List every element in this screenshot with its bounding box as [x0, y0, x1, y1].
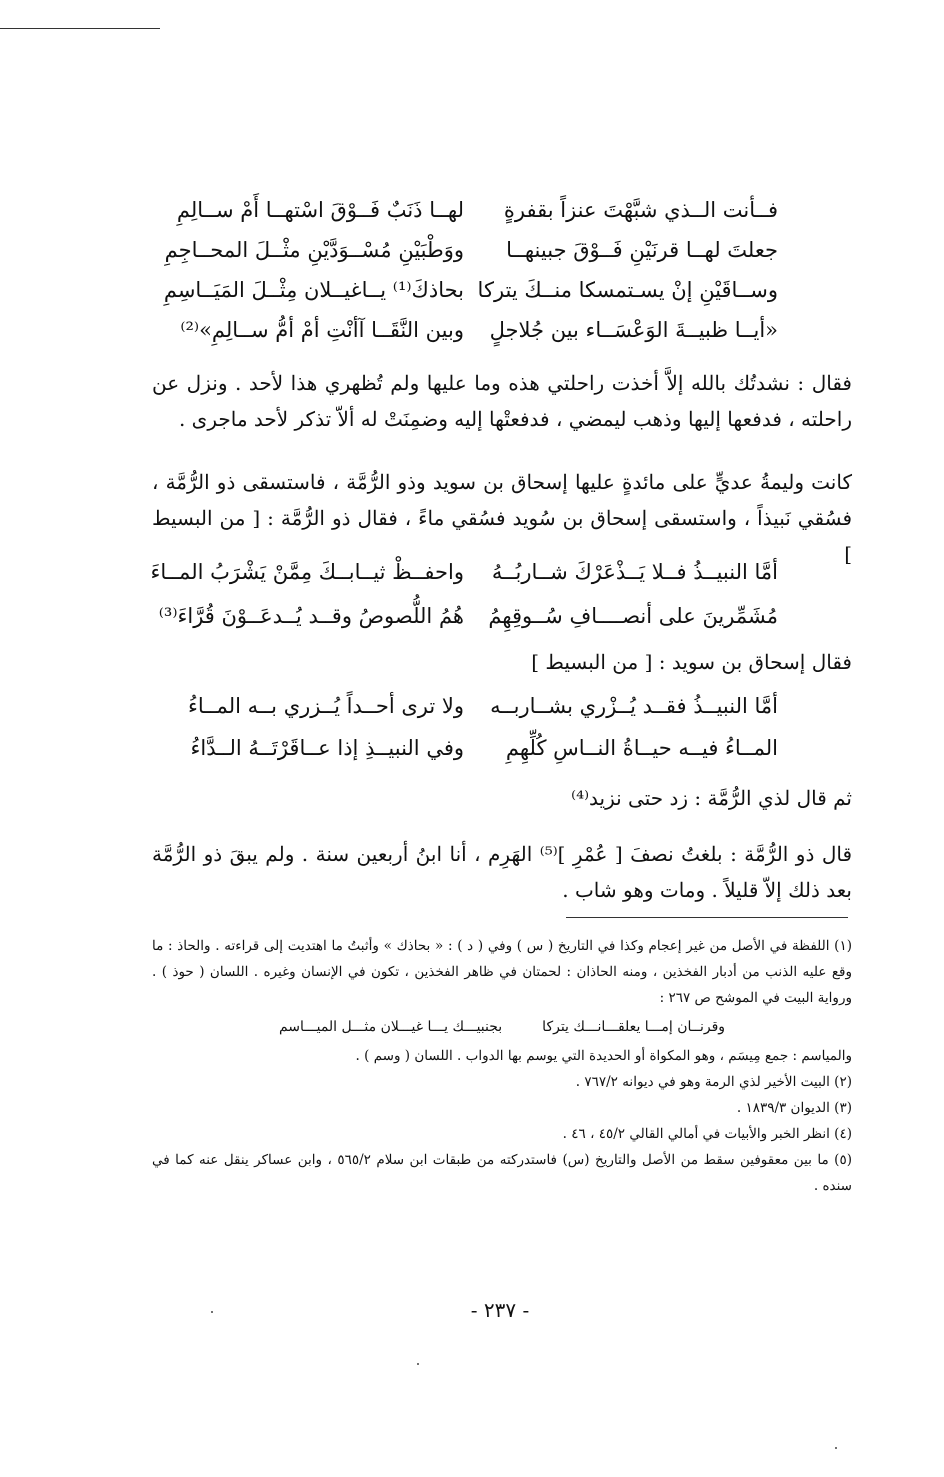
verse-hemistich-second: هُمُ اللُّصوصُ وقــد يُــدعَــوْنَ قُرَّاءَ⁽³⁾ [158, 604, 464, 628]
verse-hemistich-first: وســاقَيْنِ إنْ يسـتمسكا منــكَ يتركا [477, 278, 778, 302]
paragraph-text: فقال إسحاق بن سويد : [ من البسيط ] [531, 650, 852, 674]
footnote-5: (٥) ما بين معقوفين سقط من الأصل والتاريخ (س) فاستدركته من طبقات ابن سلام ٥٦٥/٢ ، وابن عساكر ينقل عنه كما في سنده . [152, 1152, 853, 1194]
paragraph-text: فقال : نشدتُك بالله إلاَّ أخذت راحلتي هذه وما عليها ولم تُظهري هذا لأحد . ونزل عن راحلته ، فدفعها إليها وذهب ليمضي ، فدفعتْها إليه وضمِنَتْ له ألاّ تذكر لأحد ماجرى . [152, 371, 852, 431]
paragraph-text: ثم قال لذي الرُّمَّة : زد حتى نزيد⁽⁴⁾ [571, 786, 852, 810]
verse-hemistich-first: مُشَمِّرينَ على أنصــــافِ سُــوقِهِمُ [488, 604, 778, 628]
footnote-verse-second: بجنبيـــك يـــا غيـــلان مثـــل الميـــاسم [278, 1019, 503, 1035]
verse-hemistich-first: المــاءُ فيــه حيــاةُ النــاسِ كُلِّهِمِ [505, 736, 778, 760]
page-number: - ٢٣٧ - [470, 1298, 530, 1322]
footnote-1-continued: والمياسم : جمع مِيسَم ، وهو المكواة أو الحديدة التي يوسم بها الدواب . اللسان ( وسم ) . [355, 1048, 852, 1064]
verse-hemistich-first: فــأنت الــذي شبَّهْتَ عنزاً بقفرةٍ [503, 198, 778, 222]
verse-hemistich-first: أمَّا النبيــذُ فقــد يُــزْري بشــاربــه [490, 694, 778, 718]
verse-hemistich-second: واحفــظْ ثيــابــكَ مِمَّنْ يَشْرَبُ المــاءَ [150, 560, 464, 584]
verse-hemistich-second: بحاذكَ⁽¹⁾ يــاغيــلان مِثْــلَ المَيَــاسِمِ [163, 278, 464, 302]
verse-hemistich-second: ووَطْبَيْنِ مُسْــوَدَّيْنِ مثْــلَ المحــاجِمِ [164, 238, 464, 262]
footnote-2: (٢) البيت الأخير لذي الرمة وهو في ديوانه ٧٦٧/٢ . [575, 1074, 852, 1090]
verse-hemistich-second: وفي النبيــذِ إذا عــاقَرْتَــهُ الــدَّاءُ [190, 736, 464, 760]
verse-hemistich-first: «أيــا ظبيــةَ الوَعْسَــاء بين جُلاجلٍ [489, 318, 778, 342]
footnote-1: (١) اللفظة في الأصل من غير إعجام وكذا في التاريخ ( س ) وفي ( د ) : « بحاذك » وأثبتُ ما اهتديت إلى قراءته . والحاذ : ما وقع عليه الذنب من أدبار الفخذين ، ومنه الحاذان : لحمتان في ظاهر الفخذين ، تكون في الإنسان وغيره . اللسان ( حوذ ) . ورواية البيت في الموشح ص ٢٦٧ : [152, 938, 852, 1006]
paragraph-text: كانت وليمةُ عديٍّ على مائدةٍ عليها إسحاق بن سويد وذو الرُّمَّة ، فاستسقى ذو الرُّمَّة ، فسُقي نَبيذاً ، واستسقى إسحاق بن سُويد فسُقي ماءً ، فقال ذو الرُّمَّة : [ من البسيط ] [152, 470, 852, 566]
footnote-verse-first: وقرنــان إمـــا يعلقـــانـــك يتركا [542, 1019, 726, 1035]
verse-hemistich-second: لهــا ذَنَبٌ فَــوْقَ اسْتهــا أَمْ ســالِمِ [176, 198, 464, 222]
verse-hemistich-first: جعلتَ لهــا قرنَيْنِ فَــوْقَ جبينهــا [506, 238, 778, 262]
verse-hemistich-first: أمَّا النبيــذُ فــلا يَــذْعَرْكَ شــاربُــهُ [491, 560, 778, 584]
verse-hemistich-second: وبين النَّقَــا آأنْتِ أمْ أمُّ ســالِمِ»⁽²⁾ [180, 318, 464, 342]
footnote-4: (٤) انظر الخبر والأبيات في أمالي القالي ٤٥/٢ ، ٤٦ . [562, 1126, 852, 1142]
paragraph-text: قال ذو الرُّمَّة : بلغتُ نصفَ [ عُمْرِ ]⁽⁵⁾ الهَرِم ، أنا ابنُ أربعين سنة . ولم يبقَ ذو الرُّمَّة بعد ذلك إلاّ قليلاً . ومات وهو شاب . [152, 842, 853, 902]
footnote-3: (٣) الديوان ١٨٣٩/٣ . [736, 1100, 852, 1116]
verse-hemistich-second: ولا ترى أحــداً يُــزري بــه المــاءُ [187, 694, 464, 718]
